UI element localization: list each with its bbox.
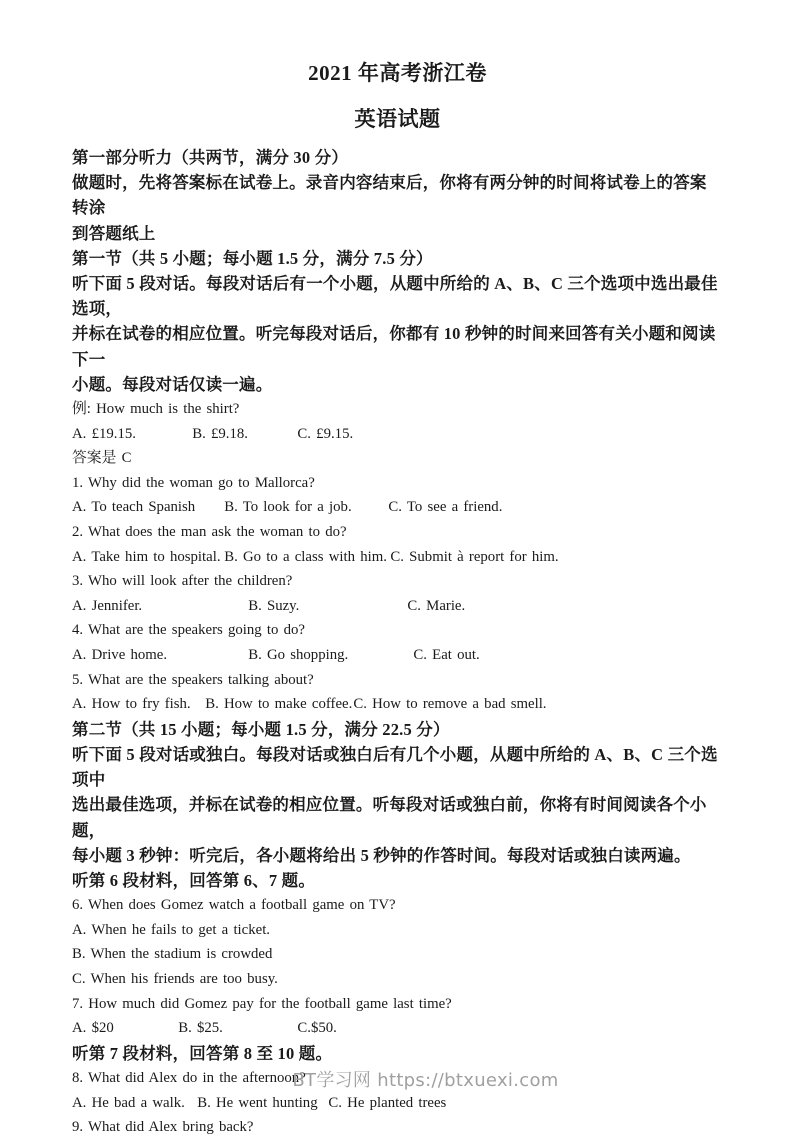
options-row-5 [72,692,723,717]
option-b: B. $25. [178,1020,223,1037]
section1-heading: 第一节（共 5 小题；每小题 1.5 分，满分 7.5 分） [72,248,433,268]
option-c: C. Submit à report for him. [390,548,559,565]
option-c: C. Eat out. [413,646,480,663]
section2-instruction-line-2: 选出最佳选项，并标在试卷的相应位置。听每段对话或独白前，你将有时间阅读各个小题， [72,795,707,840]
page-title: 2021 年高考浙江卷 [308,61,487,85]
section2-instruction-line-3: 每小题 3 秒钟：听完后，各小题将给出 5 秒钟的作答时间。每段对话或独白读两遍。 [72,845,691,865]
option-b: B. He went hunting [197,1094,318,1111]
option-b: B. Go to a class with him. [224,548,387,565]
options-row-7 [72,1016,723,1041]
question-3: 3. Who will look after the children? [72,573,293,590]
option-a: A. Drive home. [72,646,168,663]
material6-heading: 听第 6 段材料，回答第 6、7 题。 [72,870,316,890]
options-row-4 [72,643,723,668]
question-6-option-b: B. When the stadium is crowded [72,946,273,963]
option-b: B. How to make coffee. [205,696,353,713]
section2-heading: 第二节（共 15 小题；每小题 1.5 分，满分 22.5 分） [72,719,450,739]
example-question: 例: How much is the shirt? [72,401,240,418]
question-6-option-a: A. When he fails to get a ticket. [72,921,271,938]
example-answer: 答案是 C [72,450,132,467]
options-row-1 [72,495,723,520]
material7-heading: 听第 7 段材料，回答第 8 至 10 题。 [72,1043,333,1063]
option-c: C. Marie. [407,597,466,614]
option-a: A. £19.15. [72,425,136,442]
part1-heading: 第一部分听力（共两节，满分 30 分） [72,148,349,167]
option-a: A. How to fry fish. [72,696,191,713]
question-8: 8. What did Alex do in the afternoon? [72,1069,306,1086]
option-a: A. To teach Spanish [72,499,196,516]
section2-instruction-line-1: 听下面 5 段对话或独白。每段对话或独白后有几个小题，从题中所给的 A、B、C 三个选项中 [72,744,718,790]
option-b: B. To look for a job. [224,499,352,516]
options-row-8 [72,1091,723,1116]
section1-instruction-line-1: 听下面 5 段对话。每段对话后有一个小题，从题中所给的 A、B、C 三个选项中选出最佳选项， [72,274,718,319]
option-a: A. Take him to hospital. [72,548,221,565]
option-c: C.$50. [297,1020,337,1037]
option-a: A. Jennifer. [72,597,143,614]
watermark-text: BT学习网 https://btxuexi.com [292,1070,559,1091]
page-subtitle: 英语试题 [354,107,441,131]
question-7: 7. How much did Gomez pay for the football game last time? [72,995,452,1012]
options-row-3 [72,594,723,619]
question-2: 2. What does the man ask the woman to do? [72,524,347,540]
question-1: 1. Why did the woman go to Mallorca? [72,474,315,491]
options-row-2 [72,545,723,570]
part1-note-line-2: 到答题纸上 [72,223,156,243]
option-c: C. He planted trees [328,1094,447,1111]
question-6: 6. When does Gomez watch a football game on TV? [72,897,396,914]
option-b: B. Suzy. [248,597,300,614]
part1-note-line-1: 做题时，先将答案标在试卷上。录音内容结束后，你将有两分钟的时间将试卷上的答案转涂 [72,173,707,218]
question-6-option-c: C. When his friends are too busy. [72,970,278,987]
option-b: B. Go shopping. [248,646,349,663]
section1-instruction-line-3: 小题。每段对话仅读一遍。 [72,374,273,394]
option-c: C. How to remove a bad smell. [353,696,547,713]
question-4: 4. What are the speakers going to do? [72,622,305,639]
option-c: C. £9.15. [297,425,354,442]
question-5: 5. What are the speakers talking about? [72,671,314,688]
option-a: A. $20 [72,1020,114,1037]
option-a: A. He bad a walk. [72,1094,185,1111]
option-b: B. £9.18. [192,425,248,442]
question-9: 9. What did Alex bring back? [72,1119,254,1136]
section1-instruction-line-2: 并标在试卷的相应位置。听完每段对话后，你都有 10 秒钟的时间来回答有关小题和阅读下一 [72,324,716,369]
option-c: C. To see a friend. [388,499,503,516]
example-options-row [72,422,723,447]
